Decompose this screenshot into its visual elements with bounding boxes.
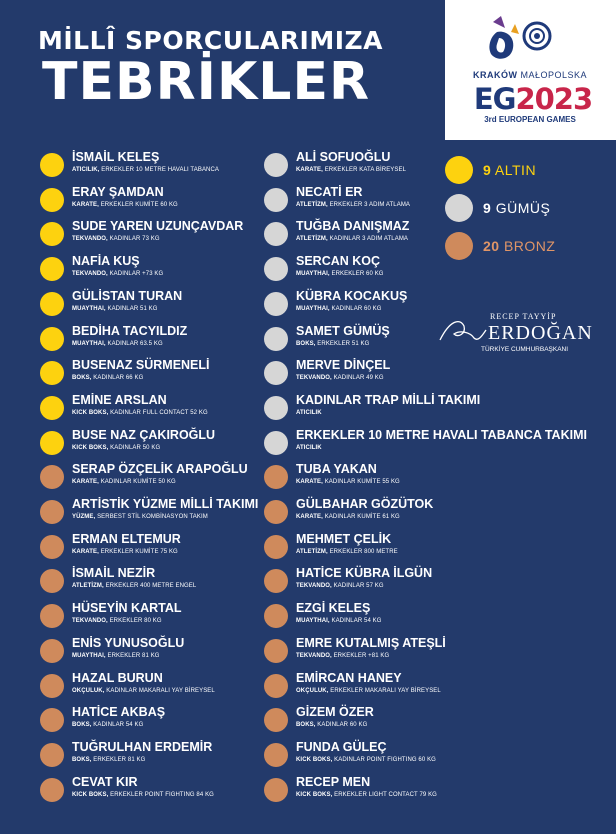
athlete-name: HATİCE KÜBRA İLGÜN (296, 566, 433, 581)
event-detail (72, 653, 160, 659)
bronze-medal-icon (40, 708, 64, 732)
medalist-row (40, 428, 260, 462)
sport-name: ATICILIK (296, 444, 322, 451)
sport-name: MUAYTHAI, (296, 271, 330, 278)
athlete-name: ERMAN ELTEMUR (72, 531, 181, 546)
medalist-row (40, 705, 260, 739)
event-detail (72, 445, 160, 451)
medalist-row (264, 427, 587, 462)
event-name: KADINLAR 49 KG (333, 375, 384, 382)
medalist-row (40, 150, 260, 184)
sport-name: MUAYTHAI, (296, 618, 330, 625)
gold-medal-icon (40, 396, 64, 420)
medalist-row (264, 601, 484, 635)
event-detail (72, 410, 208, 416)
headline-line1: MİLLÎ SPORCULARIMIZA (38, 26, 384, 55)
sport-name: OKÇULUK, (72, 687, 105, 694)
medalist-row (40, 462, 260, 496)
games-emblem-icon (475, 14, 575, 66)
bronze-medal-icon (264, 535, 288, 559)
event-name: KADINLAR 50 KG (110, 444, 161, 451)
event-detail (72, 167, 219, 173)
athlete-name: TUĞRULHAN ERDEMİR (72, 739, 213, 754)
event-name: ERKEKLER 80 KG (109, 618, 162, 625)
logo-wordmark: EG2023 (473, 82, 593, 116)
gold-medal-icon (445, 156, 473, 184)
sport-name: YÜZME, (72, 514, 96, 520)
medalist-row (40, 601, 260, 635)
bronze-medal-icon (445, 232, 473, 260)
athlete-name: TUBA YAKAN (296, 462, 377, 477)
sport-name: BOKS, (296, 722, 316, 729)
medalist-row (40, 636, 260, 670)
silver-medal-icon (264, 396, 288, 420)
signature-first-names: RECEP TAYYİP (490, 312, 557, 321)
event-name: KADINLAR KUMİTE 55 KG (324, 479, 400, 486)
bronze-medal-icon (264, 778, 288, 802)
sport-name: KARATE, (296, 514, 323, 520)
event-name: ERKEKLER +81 KG (333, 652, 390, 659)
event-detail (72, 306, 158, 312)
medalist-row (264, 775, 484, 809)
event-detail (296, 479, 400, 485)
logo-games-label: 3rd EUROPEAN GAMES (484, 115, 576, 124)
bronze-medal-icon (40, 465, 64, 489)
athlete-name: GÜLİSTAN TURAN (72, 288, 183, 303)
event-detail (296, 549, 398, 555)
event-detail (72, 549, 178, 555)
event-name: ERKEKLER KUMİTE 60 KG (100, 201, 178, 208)
event-detail (72, 722, 143, 728)
bronze-medal-icon (40, 778, 64, 802)
sport-name: ATICILIK, (72, 167, 100, 173)
sport-name: KICK BOKS, (72, 409, 109, 416)
athlete-name: ARTİSTİK YÜZME MİLLİ TAKIMI (72, 497, 259, 511)
silver-tally-text: 9 GÜMÜŞ (483, 200, 551, 216)
medalist-row (40, 324, 260, 358)
gold-medal-icon (40, 292, 64, 316)
gold-medal-icon (40, 222, 64, 246)
sport-name: MUAYTHAI, (72, 652, 106, 659)
sport-name: OKÇULUK, (296, 687, 329, 694)
athlete-name: TUĞBA DANIŞMAZ (296, 219, 410, 234)
sport-name: TEKVANDO, (72, 618, 108, 625)
silver-medal-icon (264, 257, 288, 281)
athlete-name: İSMAİL NEZİR (72, 566, 156, 581)
bronze-medal-icon (40, 639, 64, 663)
silver-medal-icon (264, 188, 288, 212)
gold-medal-icon (40, 327, 64, 351)
event-name: KADINLAR 3 ADIM ATLAMA (329, 236, 409, 243)
event-name: KADINLAR 73 KG (109, 236, 160, 243)
event-detail (296, 167, 406, 173)
athlete-name: SERCAN KOÇ (296, 254, 381, 269)
event-name: ERKEKLER KATA BİREYSEL (324, 167, 407, 173)
sport-name: MUAYTHAI, (72, 340, 106, 347)
event-name: KADINLAR POINT FIGHTING 60 KG (334, 756, 436, 763)
event-name: ERKEKLER 60 KG (331, 271, 384, 278)
medalist-row (264, 705, 484, 739)
event-detail (296, 653, 389, 659)
medalist-row (264, 393, 484, 427)
silver-medal-icon (264, 222, 288, 246)
signature-surname: ERDOĞAN (488, 322, 593, 344)
bronze-tally-text: 20 BRONZ (483, 238, 556, 254)
event-detail (296, 688, 441, 694)
event-detail (296, 583, 384, 589)
sport-name: KARATE, (72, 548, 99, 555)
athlete-name: ERKEKLER 10 METRE HAVALI TABANCA TAKIMI (296, 427, 587, 442)
event-name: KADINLAR 54 KG (331, 618, 382, 625)
athlete-name: KÜBRA KOCAKUŞ (296, 288, 408, 303)
athlete-name: KADINLAR TRAP MİLLİ TAKIMI (296, 392, 481, 407)
athlete-name: BUSE NAZ ÇAKIROĞLU (72, 427, 216, 442)
sport-name: ATLETİZM, (72, 583, 104, 590)
athlete-name: CEVAT KIR (72, 774, 138, 789)
athlete-name: HAZAL BURUN (72, 670, 163, 685)
event-detail (296, 792, 437, 798)
event-name: KADINLAR 60 KG (331, 305, 382, 312)
bronze-medal-icon (40, 569, 64, 593)
athlete-name: SAMET GÜMÜŞ (296, 323, 390, 338)
event-detail (296, 514, 400, 520)
medalist-row (264, 740, 484, 774)
athlete-name: FUNDA GÜLEÇ (296, 739, 387, 754)
event-name: ERKEKLER 3 ADIM ATLAMA (329, 201, 411, 208)
bronze-medal-icon (40, 674, 64, 698)
athlete-name: SERAP ÖZÇELİK ARAPOĞLU (72, 462, 248, 477)
event-name: ERKEKLER POINT FIGHTING 84 KG (110, 791, 214, 798)
event-name: ERKEKLER 10 METRE HAVALI TABANCA (101, 167, 220, 173)
athlete-name: GİZEM ÖZER (296, 705, 374, 720)
bronze-medal-icon (264, 674, 288, 698)
athlete-name: HÜSEYİN KARTAL (72, 601, 182, 616)
bronze-medal-icon (264, 743, 288, 767)
athlete-name: MEHMET ÇELİK (296, 531, 392, 546)
sport-name: BOKS, (296, 340, 316, 347)
event-name: ERKEKLER MAKARALI YAY BİREYSEL (330, 687, 441, 694)
silver-medal-icon (264, 292, 288, 316)
event-name: ERKEKLER 81 KG (107, 652, 160, 659)
medalist-row (40, 566, 260, 600)
medalist-row (264, 358, 484, 392)
athlete-name: ALİ SOFUOĞLU (296, 150, 391, 164)
event-detail (296, 306, 382, 312)
medalist-row (264, 497, 484, 531)
athlete-name: EMİRCAN HANEY (296, 670, 402, 685)
event-detail (296, 757, 436, 763)
event-name: ERKEKLER 800 METRE (329, 548, 398, 555)
silver-medal-icon (445, 194, 473, 222)
athlete-name: MERVE DİNÇEL (296, 358, 391, 373)
event-detail (72, 583, 196, 589)
silver-medal-icon (264, 327, 288, 351)
event-detail (72, 618, 162, 624)
event-detail (72, 236, 160, 242)
event-detail (296, 445, 322, 451)
bronze-medal-icon (40, 743, 64, 767)
athlete-name: RECEP MEN (296, 774, 371, 789)
bronze-medal-icon (264, 465, 288, 489)
sport-name: BOKS, (72, 756, 92, 763)
sport-name: KARATE, (72, 201, 99, 208)
event-detail (296, 410, 322, 416)
sport-name: ATLETİZM, (296, 201, 328, 208)
sport-name: BOKS, (72, 375, 92, 382)
athlete-name: İSMAİL KELEŞ (72, 150, 160, 164)
event-name: KADINLAR MAKARALI YAY BİREYSEL (106, 687, 215, 694)
sport-name: KICK BOKS, (72, 444, 109, 451)
medalist-row (264, 462, 484, 496)
event-name: ERKEKLER 400 METRE ENGEL (105, 583, 197, 590)
athlete-name: EMİNE ARSLAN (72, 392, 167, 407)
sport-name: TEKVANDO, (296, 652, 332, 659)
medalist-row (40, 393, 260, 427)
bronze-medal-icon (264, 569, 288, 593)
event-name: KADINLAR 51 KG (107, 305, 158, 312)
medalist-row (264, 254, 484, 288)
medalist-row (40, 254, 260, 288)
bronze-medal-icon (40, 535, 64, 559)
gold-medal-icon (40, 153, 64, 177)
athlete-name: NECATİ ER (296, 184, 363, 199)
athlete-name: SUDE YAREN UZUNÇAVDAR (72, 219, 244, 234)
sport-name: KARATE, (72, 479, 99, 486)
event-detail (296, 341, 369, 347)
headline-line2: TEBRİKLER (42, 52, 371, 112)
sport-name: BOKS, (72, 722, 92, 729)
event-name: SERBEST STİL KOMBİNASYON TAKIM (97, 514, 208, 520)
athlete-name: GÜLBAHAR GÖZÜTOK (296, 497, 434, 511)
sport-name: TEKVANDO, (296, 375, 332, 382)
silver-medal-icon (264, 361, 288, 385)
athlete-name: NAFİA KUŞ (72, 254, 140, 269)
event-detail (72, 688, 215, 694)
gold-medal-icon (40, 431, 64, 455)
gold-medal-icon (40, 257, 64, 281)
medalist-row (40, 219, 260, 253)
event-name: ERKEKLER 51 KG (317, 340, 370, 347)
event-detail (296, 202, 410, 208)
athlete-name: EMRE KUTALMIŞ ATEŞLİ (296, 635, 446, 650)
medalist-row (40, 289, 260, 323)
european-games-logo (445, 0, 616, 140)
event-name: KADINLAR 57 KG (333, 583, 384, 590)
bronze-medal-icon (264, 708, 288, 732)
medalist-row (40, 497, 260, 531)
event-name: ERKEKLER KUMİTE 75 KG (100, 548, 178, 555)
event-detail (72, 792, 214, 798)
gold-medal-icon (40, 188, 64, 212)
sport-name: ATLETİZM, (296, 236, 328, 243)
event-name: ERKEKLER LIGHT CONTACT 79 KG (334, 791, 437, 798)
event-detail (72, 271, 163, 277)
medalist-row (264, 671, 484, 705)
event-name: KADINLAR 54 KG (93, 722, 144, 729)
athlete-name: BEDİHA TACYILDIZ (72, 323, 188, 338)
event-detail (296, 236, 408, 242)
event-name: KADINLAR +73 KG (109, 271, 164, 278)
sport-name: TEKVANDO, (72, 236, 108, 243)
event-detail (72, 514, 208, 520)
event-name: ERKEKLER 81 KG (93, 756, 146, 763)
athlete-name: HATİCE AKBAŞ (72, 705, 166, 720)
medalist-row (40, 740, 260, 774)
medalist-row (264, 532, 484, 566)
bronze-medal-icon (264, 500, 288, 524)
sport-name: KARATE, (296, 479, 323, 486)
medalist-row (40, 358, 260, 392)
event-detail (72, 479, 176, 485)
silver-medal-icon (264, 153, 288, 177)
medalist-row (264, 566, 484, 600)
sport-name: TEKVANDO, (296, 583, 332, 590)
event-detail (72, 341, 163, 347)
logo-city: KRAKÓW MAŁOPOLSKA (472, 70, 588, 80)
athlete-name: BUSENAZ SÜRMENELİ (72, 358, 210, 373)
sport-name: KICK BOKS, (296, 791, 333, 798)
gold-tally-text: 9 ALTIN (483, 162, 537, 178)
bronze-medal-icon (264, 604, 288, 628)
event-name: KADINLAR 63.5 KG (107, 340, 163, 347)
athlete-name: ENİS YUNUSOĞLU (72, 635, 185, 650)
sport-name: MUAYTHAI, (296, 305, 330, 312)
event-detail (72, 202, 178, 208)
event-detail (72, 757, 145, 763)
sport-name: KICK BOKS, (72, 791, 109, 798)
sport-name: MUAYTHAI, (72, 305, 106, 312)
event-detail (296, 722, 367, 728)
event-name: KADINLAR KUMİTE 61 KG (324, 514, 400, 520)
medalist-row (40, 532, 260, 566)
silver-medal-icon (264, 431, 288, 455)
event-name: KADINLAR FULL CONTACT 52 KG (110, 409, 208, 416)
event-detail (296, 618, 382, 624)
event-detail (72, 375, 143, 381)
event-detail (296, 271, 384, 277)
bronze-medal-icon (40, 500, 64, 524)
athlete-name: ERAY ŞAMDAN (72, 184, 164, 199)
medalist-row (264, 636, 484, 670)
event-name: KADINLAR KUMİTE 50 KG (100, 479, 176, 486)
sport-name: ATLETİZM, (296, 548, 328, 555)
bronze-medal-icon (264, 639, 288, 663)
bronze-medal-icon (40, 604, 64, 628)
event-name: KADINLAR 66 KG (93, 375, 144, 382)
medalist-row (40, 775, 260, 809)
medalist-row (40, 671, 260, 705)
signature-title: TÜRKİYE CUMHURBAŞKANI (481, 346, 569, 353)
medalist-row (40, 185, 260, 219)
gold-medal-icon (40, 361, 64, 385)
sport-name: TEKVANDO, (72, 271, 108, 278)
event-name: KADINLAR 60 KG (317, 722, 368, 729)
athlete-name: EZGİ KELEŞ (296, 601, 371, 616)
sport-name: KARATE, (296, 167, 323, 173)
sport-name: KICK BOKS, (296, 756, 333, 763)
event-detail (296, 375, 384, 381)
sport-name: ATICILIK (296, 409, 322, 416)
